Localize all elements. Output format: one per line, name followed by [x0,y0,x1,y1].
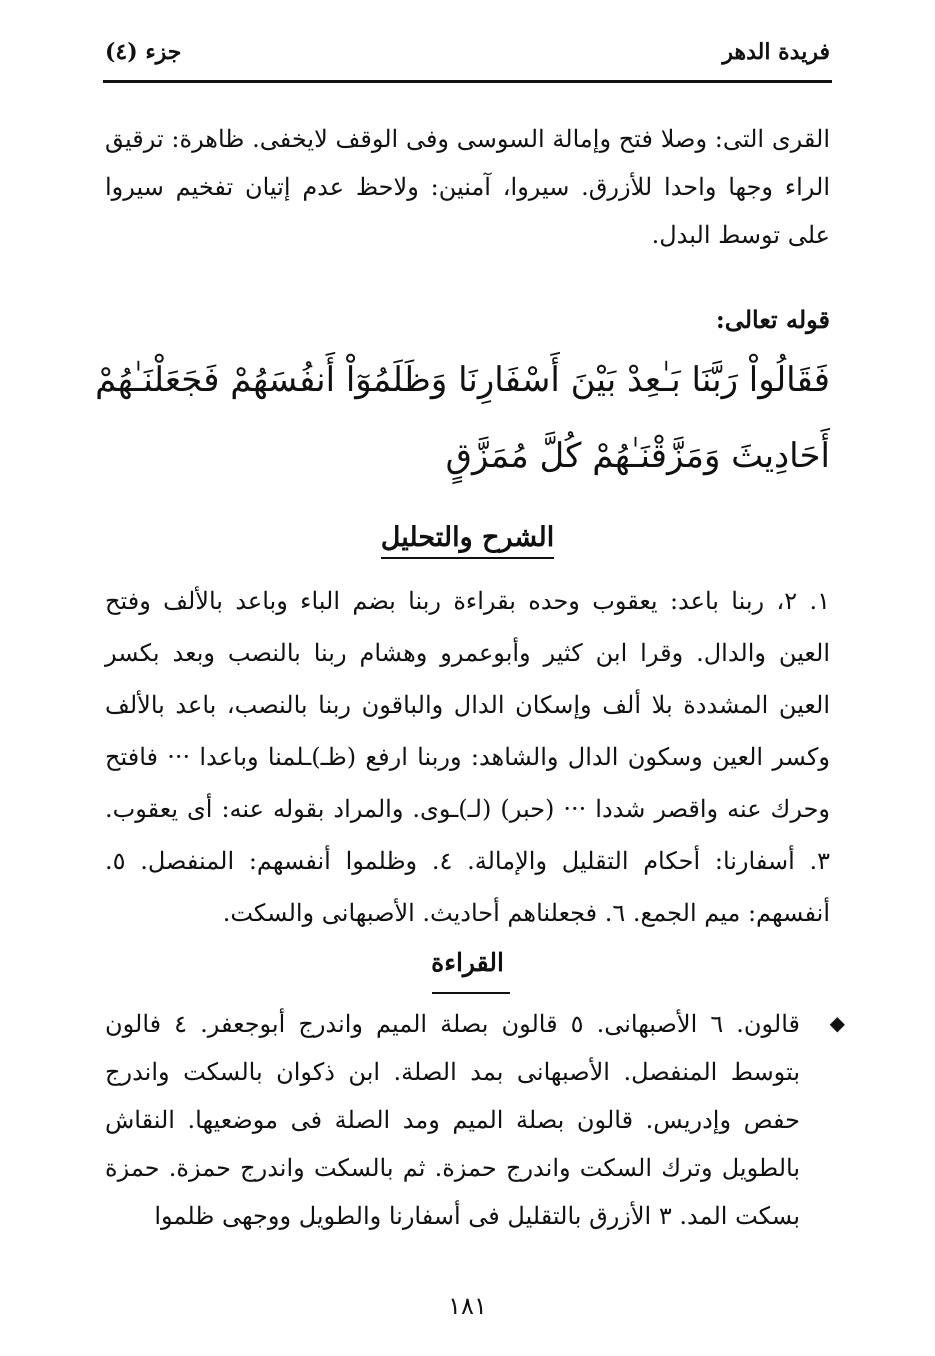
analysis-paragraph: ١. ٢، ربنا باعد: يعقوب وحده بقراءة ربنا بضم الباء وباعد بالألف وفتح العين والدال. وقرا ابن كثير وأبوعمرو وهشام ربنا بالنصب وبعد بكسر العين المشددة بلا ألف وإسكان الدال والباقون ربنا بالنصب، باعد بالألف وكسر العين وسكون الدال والشاهد: وربنا ارفع (ظـ)ـلمنا وباعدا ··· فافتح وحرك عنه واقصر شددا ··· (حبر) (لـ)ـوى. والمراد بقوله عنه: أى يعقوب. ٣. أسفارنا: أحكام التقليل والإمالة. ٤. وظلموا أنفسهم: المنفصل. ٥. أنفسهم: ميم الجمع. ٦. فجعلناهم أحاديث. الأصبهانى والسكت. [105,587,830,927]
part-label: جزء (٤) [105,39,182,65]
header-rule [103,80,832,83]
page-number: ١٨١ [448,1292,487,1320]
section-title-text: الشرح والتحليل [381,522,554,559]
verse-heading: قوله تعالى: [715,305,830,334]
readings-paragraph: قالون. ٦ الأصبهانى. ٥ قالون بصلة الميم واندرج أبوجعفر. ٤ فالون بتوسط المنفصل. الأصبهانى بمد الصلة. ابن ذكوان بالسكت واندرج حفص وإدريس. قالون بصلة الميم ومد الصلة فى موضعيها. النقاش بالطويل وترك السكت واندرج حمزة. ثم بالسكت واندرج حمزة. حمزة بسكت المد. ٣ الأزرق بالتقليل فى أسفارنا والطويل ووجهى ظلموا [105,1010,801,1230]
diamond-bullet-icon: ◆ [829,1011,845,1035]
intro-paragraph: القرى التى: وصلا فتح وإمالة السوسى وفى الوقف لايخفى. ظاهرة: ترقيق الراء وجها واحدا للأزرق. سيروا، آمنين: ولاحظ عدم إتيان تفخيم سيروا على توسط البدل. [105,125,830,249]
readings-title [0,948,935,981]
section-title [0,522,935,559]
running-header [105,30,830,74]
quran-verse: فَقَالُواْ رَبَّنَا بَـٰعِدْ بَيْنَ أَسْفَارِنَا وَظَلَمُوٓاْ أَنفُسَهُمْ فَجَعَلْنَـٰهُمْ أَحَادِيثَ وَمَزَّقْنَـٰهُمْ كُلَّ مُمَزَّقٍ [95,360,830,476]
readings-title-rule [432,992,510,994]
readings-title-text: القراءة [431,948,504,977]
book-title: فريدة الدهر [722,39,830,65]
